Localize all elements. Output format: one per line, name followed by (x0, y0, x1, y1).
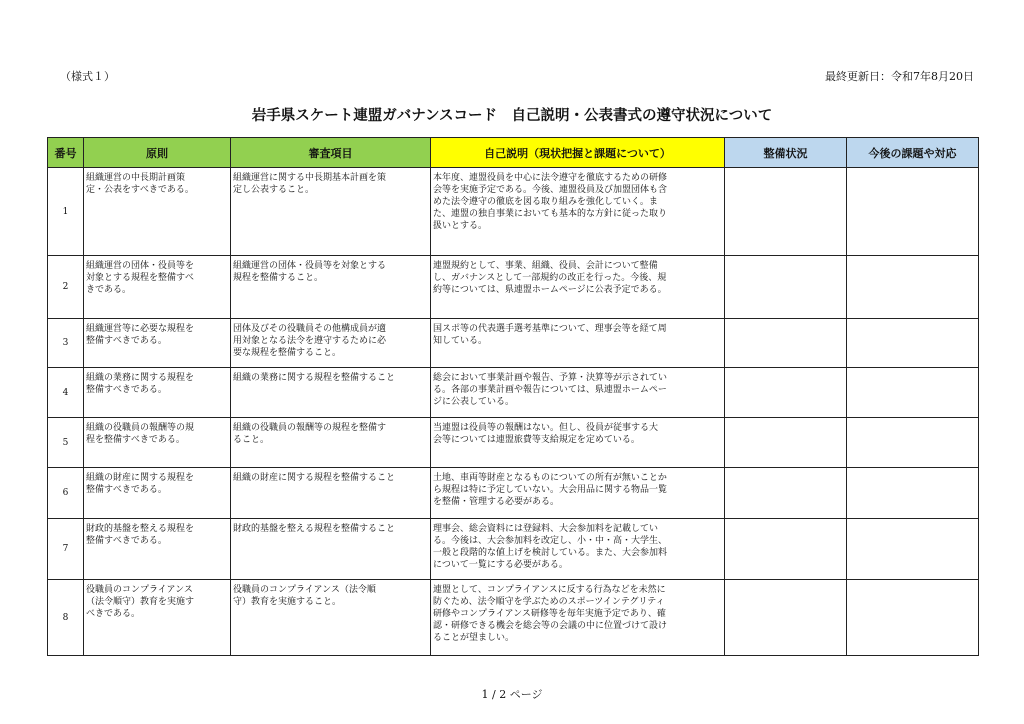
form-label: （様式１） (60, 70, 115, 83)
principle-cell (84, 468, 231, 519)
review-item-cell (231, 368, 431, 418)
review-item-text: 組織運営に関する中長期基本計画を策 定し公表すること。 (233, 173, 387, 195)
self-explanation-cell (431, 580, 725, 656)
row-number: 7 (48, 519, 84, 580)
future-cell (847, 256, 979, 319)
status-cell (725, 256, 847, 319)
table-row (48, 418, 979, 468)
table-row (48, 256, 979, 319)
column-header-review-item: 審査項目 (231, 138, 431, 168)
table-row (48, 468, 979, 519)
future-cell (847, 418, 979, 468)
self-explanation-text: 連盟として、コンプライアンスに反する行為などを未然に 防ぐため、法令順守を学ぶためのスポーツインテグリティ 研修やコンプライアンス研修等を毎年実施予定であり、確 認・研修できる機会を総会等の会議の中に位置づけて設け ることが望ましい。 (433, 585, 668, 643)
column-header-number: 番号 (48, 138, 84, 168)
row-number: 4 (48, 368, 84, 418)
future-cell (847, 168, 979, 256)
future-cell (847, 519, 979, 580)
review-item-cell (231, 168, 431, 256)
status-cell (725, 168, 847, 256)
status-text (725, 368, 846, 372)
status-text (725, 519, 846, 523)
review-item-text: 組織の業務に関する規程を整備すること (233, 373, 396, 383)
row-number: 8 (48, 580, 84, 656)
review-item-cell (231, 418, 431, 468)
future-cell (847, 468, 979, 519)
table-row (48, 519, 979, 580)
status-cell (725, 580, 847, 656)
principle-text: 組織の役職員の報酬等の規 程を整備すべきである。 (86, 423, 195, 445)
table-row (48, 319, 979, 368)
table-row (48, 168, 979, 256)
principle-cell (84, 319, 231, 368)
principle-cell (84, 519, 231, 580)
status-text (725, 168, 846, 172)
review-item-text: 財政的基盤を整える規程を整備すること (233, 524, 396, 534)
principle-cell (84, 368, 231, 418)
status-cell (725, 418, 847, 468)
status-text (725, 256, 846, 260)
review-item-text: 組織運営の団体・役員等を対象とする 規程を整備すること。 (233, 261, 387, 283)
future-cell (847, 368, 979, 418)
future-text (847, 468, 978, 472)
self-explanation-text: 当連盟は役員等の報酬はない。但し、役員が従事する大 会等については連盟旅費等支給規定を定めている。 (433, 423, 659, 445)
status-text (725, 580, 846, 584)
future-cell (847, 580, 979, 656)
self-explanation-cell (431, 368, 725, 418)
row-number: 2 (48, 256, 84, 319)
governance-table (47, 137, 979, 656)
status-text (725, 319, 846, 323)
principle-cell (84, 256, 231, 319)
status-cell (725, 319, 847, 368)
future-cell (847, 319, 979, 368)
principle-text: 役職員のコンプライアンス （法令順守）教育を実施す べきである。 (86, 585, 195, 619)
principle-cell (84, 418, 231, 468)
principle-text: 組織の業務に関する規程を 整備すべきである。 (86, 373, 195, 395)
self-explanation-text: 理事会、総会資料には登録料、大会参加料を記載してい る。今後は、大会参加料を改定し、小・中・高・大学生、 一般と段階的な値上げを検討している。また、大会参加料 について一覧にする必要がある。 (433, 524, 668, 570)
review-item-text: 組織の財産に関する規程を整備すること (233, 473, 396, 483)
page-number: 1 / 2 ページ (481, 688, 543, 701)
review-item-text: 役職員のコンプライアンス（法令順 守）教育を実施すること。 (233, 585, 376, 607)
column-header-status: 整備状況 (725, 138, 847, 168)
future-text (847, 368, 978, 372)
self-explanation-cell (431, 519, 725, 580)
row-number: 1 (48, 168, 84, 256)
self-explanation-text: 総会において事業計画や報告、予算・決算等が示されてい る。各部の事業計画や報告については、県連盟ホームペー ジに公表している。 (433, 373, 668, 407)
future-text (847, 256, 978, 260)
table-row (48, 368, 979, 418)
review-item-cell (231, 468, 431, 519)
principle-cell (84, 580, 231, 656)
status-cell (725, 519, 847, 580)
review-item-cell (231, 580, 431, 656)
self-explanation-cell (431, 168, 725, 256)
status-text (725, 468, 846, 472)
future-text (847, 519, 978, 523)
self-explanation-text: 本年度、連盟役員を中心に法令遵守を徹底するための研修 会等を実施予定である。今後、連盟役員及び加盟団体も含 めた法令遵守の徹底を図る取り組みを強化していく。ま た、連盟の独自事業においても基本的な方針に従った取り 扱いとする。 (433, 173, 668, 231)
future-text (847, 168, 978, 172)
self-explanation-text: 国スポ等の代表選手選考基準について、理事会等を経て周 知している。 (433, 324, 667, 346)
column-header-self-explanation: 自己説明（現状把握と課題について） (431, 138, 725, 168)
status-cell (725, 368, 847, 418)
review-item-cell (231, 319, 431, 368)
self-explanation-text: 土地、車両等財産となるものについての所有が無いことか ら規程は特に予定していない。大会用品に関する物品一覧 を整備・管理する必要がある。 (433, 473, 668, 507)
review-item-text: 組織の役職員の報酬等の規程を整備す ること。 (233, 423, 387, 445)
future-text (847, 580, 978, 584)
status-cell (725, 468, 847, 519)
self-explanation-text: 連盟規約として、事業、組織、役員、会計について整備 し、ガバナンスとして一部規約の改正を行った。今後、規 約等については、県連盟ホームページに公表予定である。 (433, 261, 667, 295)
principle-text: 財政的基盤を整える規程を 整備すべきである。 (86, 524, 195, 546)
table-header-row (48, 138, 979, 168)
self-explanation-cell (431, 256, 725, 319)
principle-text: 組織運営等に必要な規程を 整備すべきである。 (86, 324, 195, 346)
principle-text: 組織運営の団体・役員等を 対象とする規程を整備すべ きである。 (86, 261, 195, 295)
review-item-text: 団体及びその役職員その他構成員が適 用対象となる法令を遵守するために必 要な規程を整備すること。 (233, 324, 387, 358)
last-updated: 最終更新日：令和7年8月20日 (825, 70, 974, 83)
status-text (725, 418, 846, 422)
table-row (48, 580, 979, 656)
principle-cell (84, 168, 231, 256)
future-text (847, 319, 978, 323)
row-number: 5 (48, 418, 84, 468)
row-number: 3 (48, 319, 84, 368)
review-item-cell (231, 519, 431, 580)
review-item-cell (231, 256, 431, 319)
self-explanation-cell (431, 319, 725, 368)
future-text (847, 418, 978, 422)
principle-text: 組織の財産に関する規程を 整備すべきである。 (86, 473, 195, 495)
principle-text: 組織運営の中長期計画策 定・公表をすべきである。 (86, 173, 194, 195)
column-header-future-tasks: 今後の課題や対応 (847, 138, 979, 168)
page-title: 岩手県スケート連盟ガバナンスコード 自己説明・公表書式の遵守状況について (251, 108, 773, 124)
row-number: 6 (48, 468, 84, 519)
self-explanation-cell (431, 468, 725, 519)
column-header-principle: 原則 (84, 138, 231, 168)
self-explanation-cell (431, 418, 725, 468)
